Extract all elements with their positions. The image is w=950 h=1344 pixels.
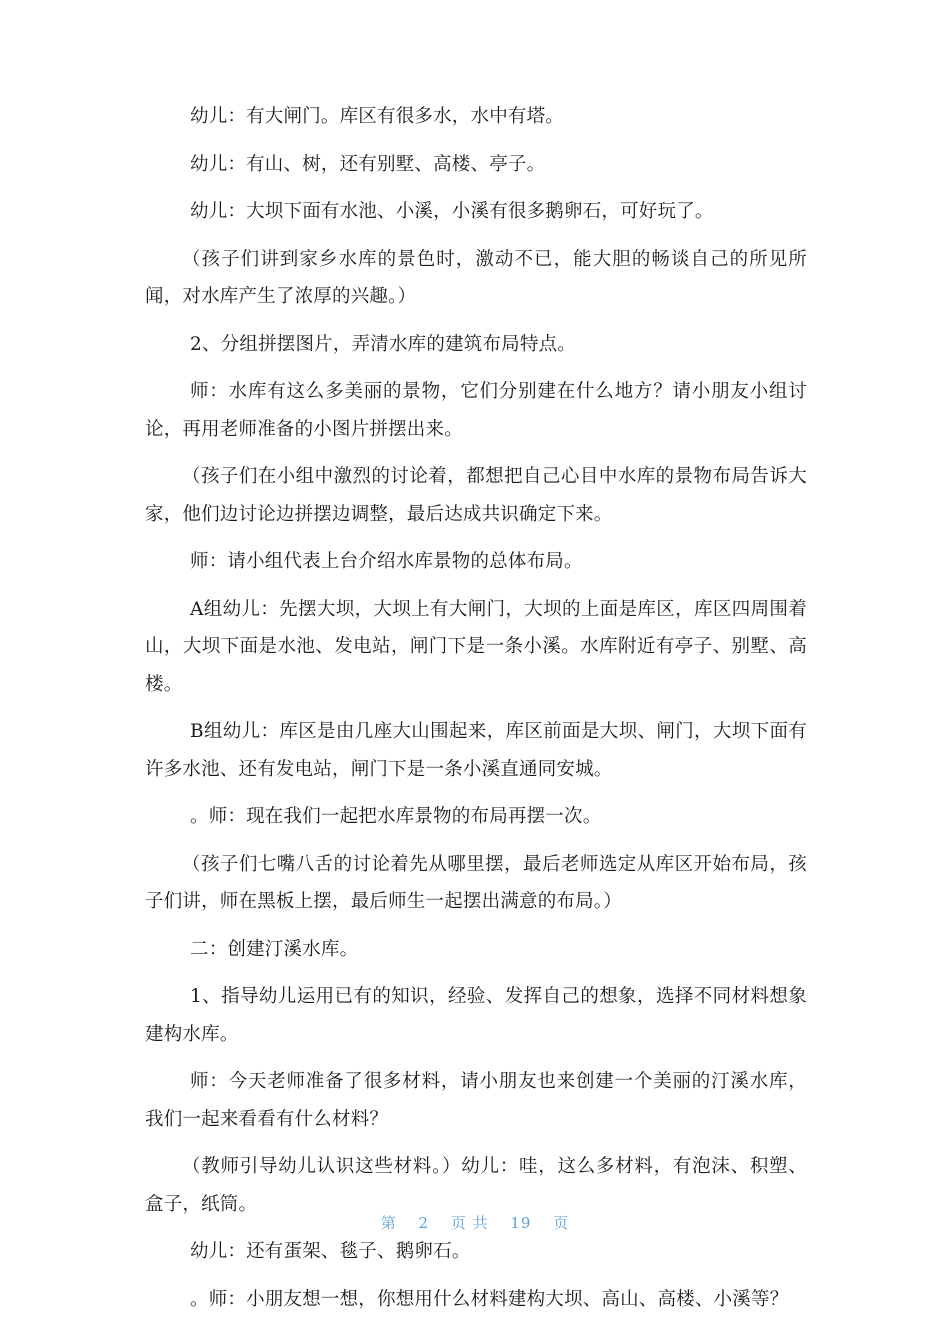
paragraph: B组幼儿：库区是由几座大山围起来，库区前面是大坝、闸门，大坝下面有许多水池、还有发电站，闸门下是一条小溪直通同安城。	[145, 721, 807, 780]
paragraph: 师：水库有这么多美丽的景物，它们分别建在什么地方？请小朋友小组讨论，再用老师准备的小图片拼摆出来。	[145, 381, 807, 440]
paragraph: （孩子们七嘴八舌的讨论着先从哪里摆，最后老师选定从库区开始布局，孩子们讲，师在黑板上摆，最后师生一起摆出满意的布局。）	[145, 853, 807, 912]
paragraph: （孩子们讲到家乡水库的景色时，激动不已，能大胆的畅谈自己的所见所闻，对水库产生了浓厚的兴趣。）	[145, 248, 807, 307]
page-footer	[0, 1212, 950, 1233]
paragraph: 师：今天老师准备了很多材料，请小朋友也来创建一个美丽的汀溪水库，我们一起来看看有什么材料？	[145, 1071, 807, 1130]
paragraph: 幼儿：大坝下面有水池、小溪，小溪有很多鹅卵石，可好玩了。	[190, 201, 714, 222]
paragraph: 。师：小朋友想一想，你想用什么材料建构大坝、高山、高楼、小溪等？	[190, 1288, 789, 1310]
footer-ye: 页	[553, 1214, 570, 1232]
document-body	[145, 98, 807, 1328]
footer-total-pages: 19	[510, 1214, 532, 1232]
paragraph: 。师：现在我们一起把水库景物的布局再摆一次。	[190, 806, 602, 827]
paragraph: 幼儿：有大闸门。库区有很多水，水中有塔。	[190, 106, 565, 127]
paragraph: 幼儿：还有蛋架、毯子、鹅卵石。	[190, 1241, 471, 1262]
paragraph: 幼儿：有山、树，还有别墅、高楼、亭子。	[190, 153, 546, 175]
paragraph: 1、指导幼儿运用已有的知识，经验、发挥自己的想象，选择不同材料想象建构水库。	[145, 986, 807, 1045]
footer-di: 第	[380, 1214, 397, 1232]
paragraph: （教师引导幼儿认识这些材料。）幼儿：哇，这么多材料，有泡沫、积塑、盒子，纸筒。	[145, 1156, 807, 1215]
paragraph: 师：请小组代表上台介绍水库景物的总体布局。	[190, 551, 583, 572]
footer-ye-gong: 页 共	[450, 1214, 489, 1232]
footer-page-number: 2	[418, 1214, 430, 1232]
section-heading: 二：创建汀溪水库。	[190, 938, 359, 960]
paragraph: 2、分组拼摆图片，弄清水库的建筑布局特点。	[190, 333, 576, 355]
paragraph: （孩子们在小组中激烈的讨论着，都想把自己心目中水库的景物布局告诉大家，他们边讨论边拼摆边调整，最后达成共识确定下来。	[145, 466, 807, 525]
paragraph: A组幼儿：先摆大坝，大坝上有大闸门，大坝的上面是库区，库区四周围着山，大坝下面是水池、发电站，闸门下是一条小溪。水库附近有亭子、别墅、高楼。	[145, 598, 807, 695]
